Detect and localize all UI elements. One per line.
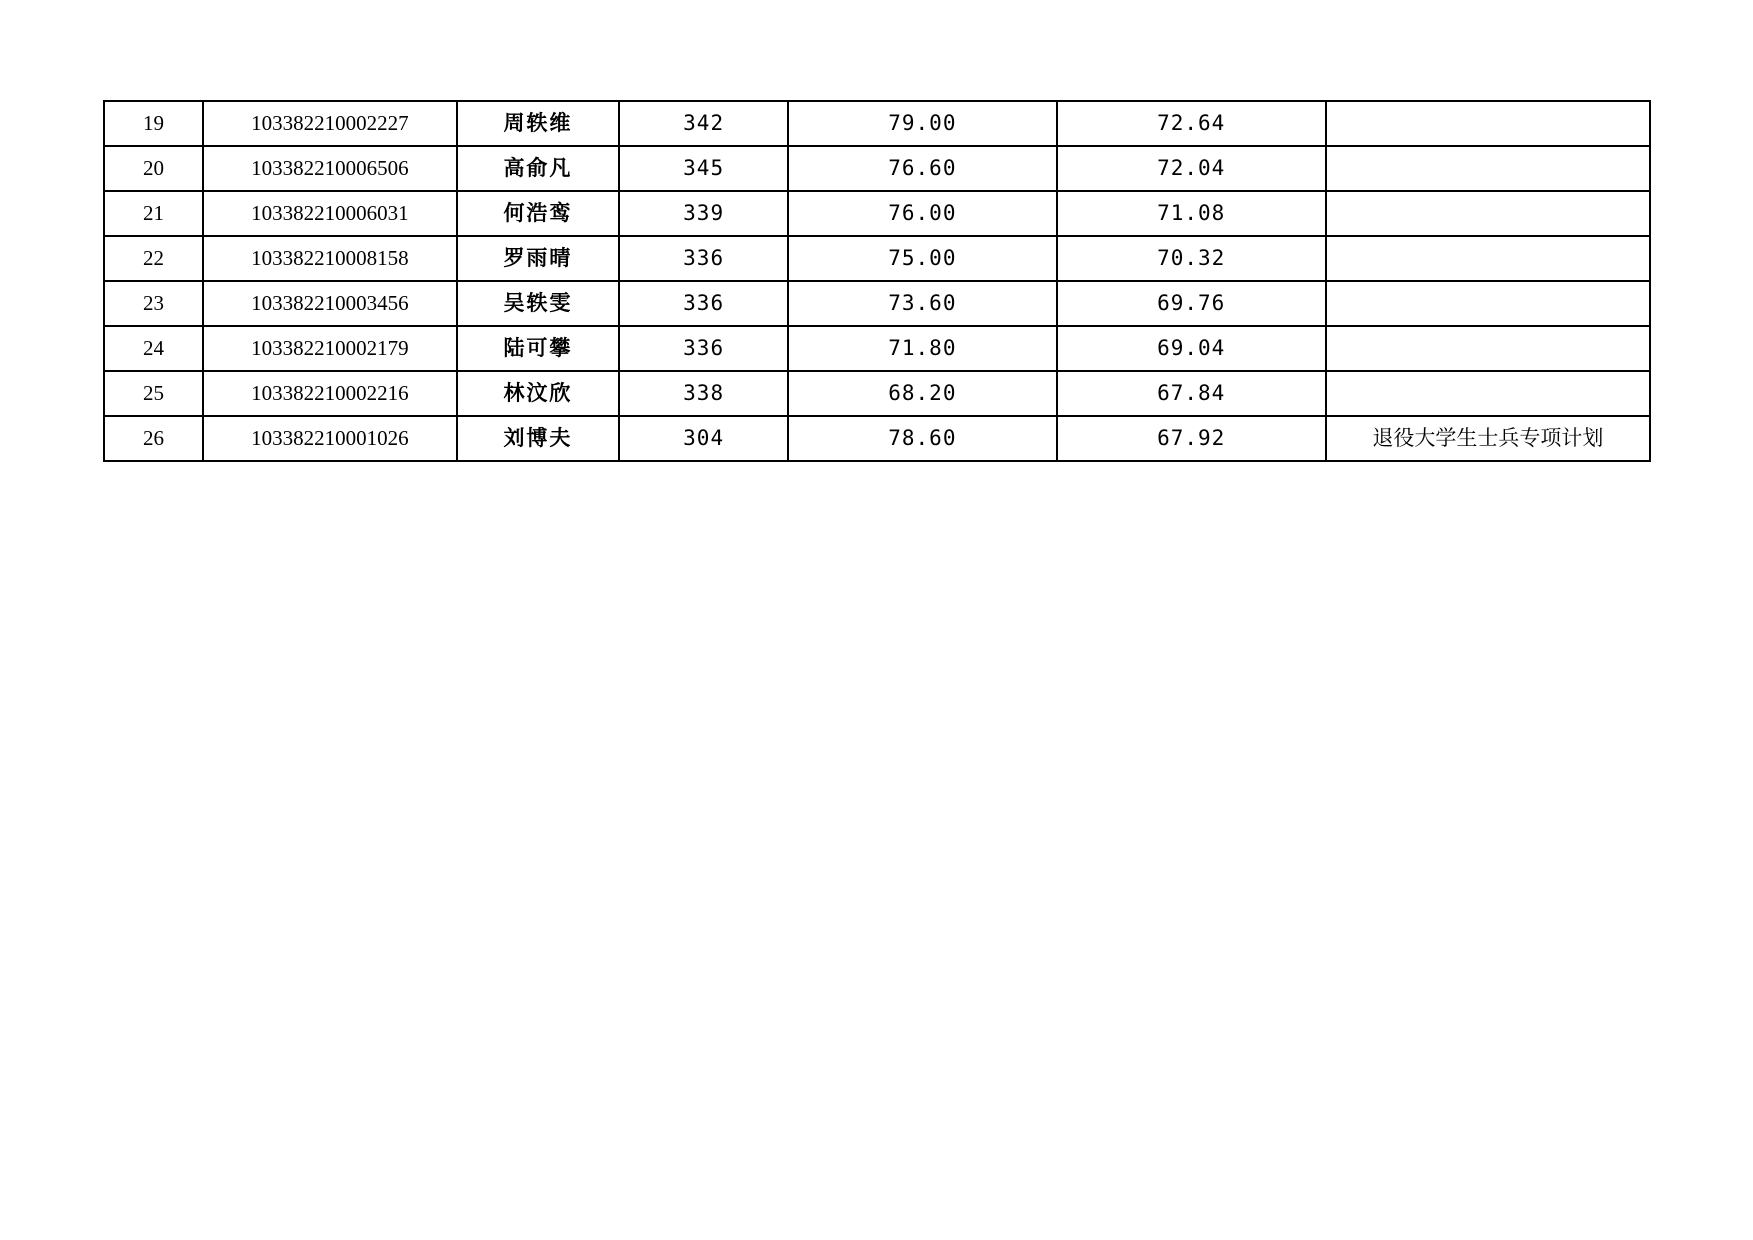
score-table-container xyxy=(103,100,1651,462)
cell-candidate-number: 103382210008158 xyxy=(203,236,457,281)
table-row xyxy=(104,101,1650,146)
table-row xyxy=(104,191,1650,236)
cell-score-total: 67.84 xyxy=(1057,371,1326,416)
cell-index: 19 xyxy=(104,101,203,146)
cell-remark xyxy=(1326,101,1650,146)
cell-candidate-number: 103382210003456 xyxy=(203,281,457,326)
cell-score-initial: 338 xyxy=(619,371,788,416)
cell-index: 25 xyxy=(104,371,203,416)
cell-score-total: 70.32 xyxy=(1057,236,1326,281)
cell-score-retest: 76.00 xyxy=(788,191,1057,236)
cell-score-retest: 75.00 xyxy=(788,236,1057,281)
table-row xyxy=(104,371,1650,416)
cell-index: 26 xyxy=(104,416,203,461)
cell-name: 高俞凡 xyxy=(457,146,620,191)
table-row xyxy=(104,146,1650,191)
cell-candidate-number: 103382210006031 xyxy=(203,191,457,236)
table-row xyxy=(104,281,1650,326)
cell-remark xyxy=(1326,146,1650,191)
cell-index: 24 xyxy=(104,326,203,371)
cell-candidate-number: 103382210002216 xyxy=(203,371,457,416)
cell-score-retest: 73.60 xyxy=(788,281,1057,326)
cell-score-initial: 342 xyxy=(619,101,788,146)
cell-score-retest: 68.20 xyxy=(788,371,1057,416)
cell-index: 23 xyxy=(104,281,203,326)
cell-candidate-number: 103382210001026 xyxy=(203,416,457,461)
cell-remark xyxy=(1326,371,1650,416)
cell-score-initial: 339 xyxy=(619,191,788,236)
cell-name: 罗雨晴 xyxy=(457,236,620,281)
cell-score-total: 72.64 xyxy=(1057,101,1326,146)
cell-score-retest: 78.60 xyxy=(788,416,1057,461)
cell-name: 陆可攀 xyxy=(457,326,620,371)
cell-name: 刘博夫 xyxy=(457,416,620,461)
score-table-body xyxy=(104,101,1650,461)
cell-score-initial: 345 xyxy=(619,146,788,191)
cell-score-total: 71.08 xyxy=(1057,191,1326,236)
cell-score-retest: 76.60 xyxy=(788,146,1057,191)
cell-score-retest: 79.00 xyxy=(788,101,1057,146)
table-row xyxy=(104,326,1650,371)
table-row xyxy=(104,416,1650,461)
score-table xyxy=(103,100,1651,462)
cell-score-initial: 336 xyxy=(619,326,788,371)
cell-name: 周轶维 xyxy=(457,101,620,146)
cell-remark xyxy=(1326,191,1650,236)
cell-score-retest: 71.80 xyxy=(788,326,1057,371)
cell-index: 22 xyxy=(104,236,203,281)
cell-score-total: 72.04 xyxy=(1057,146,1326,191)
cell-score-initial: 304 xyxy=(619,416,788,461)
table-row xyxy=(104,236,1650,281)
cell-remark xyxy=(1326,236,1650,281)
cell-candidate-number: 103382210006506 xyxy=(203,146,457,191)
cell-name: 吴轶雯 xyxy=(457,281,620,326)
cell-index: 21 xyxy=(104,191,203,236)
cell-score-total: 69.76 xyxy=(1057,281,1326,326)
cell-score-total: 67.92 xyxy=(1057,416,1326,461)
cell-remark xyxy=(1326,281,1650,326)
cell-score-total: 69.04 xyxy=(1057,326,1326,371)
cell-candidate-number: 103382210002179 xyxy=(203,326,457,371)
cell-remark: 退役大学生士兵专项计划 xyxy=(1326,416,1650,461)
cell-name: 林汶欣 xyxy=(457,371,620,416)
cell-score-initial: 336 xyxy=(619,236,788,281)
cell-index: 20 xyxy=(104,146,203,191)
cell-name: 何浩鸾 xyxy=(457,191,620,236)
cell-candidate-number: 103382210002227 xyxy=(203,101,457,146)
cell-remark xyxy=(1326,326,1650,371)
cell-score-initial: 336 xyxy=(619,281,788,326)
